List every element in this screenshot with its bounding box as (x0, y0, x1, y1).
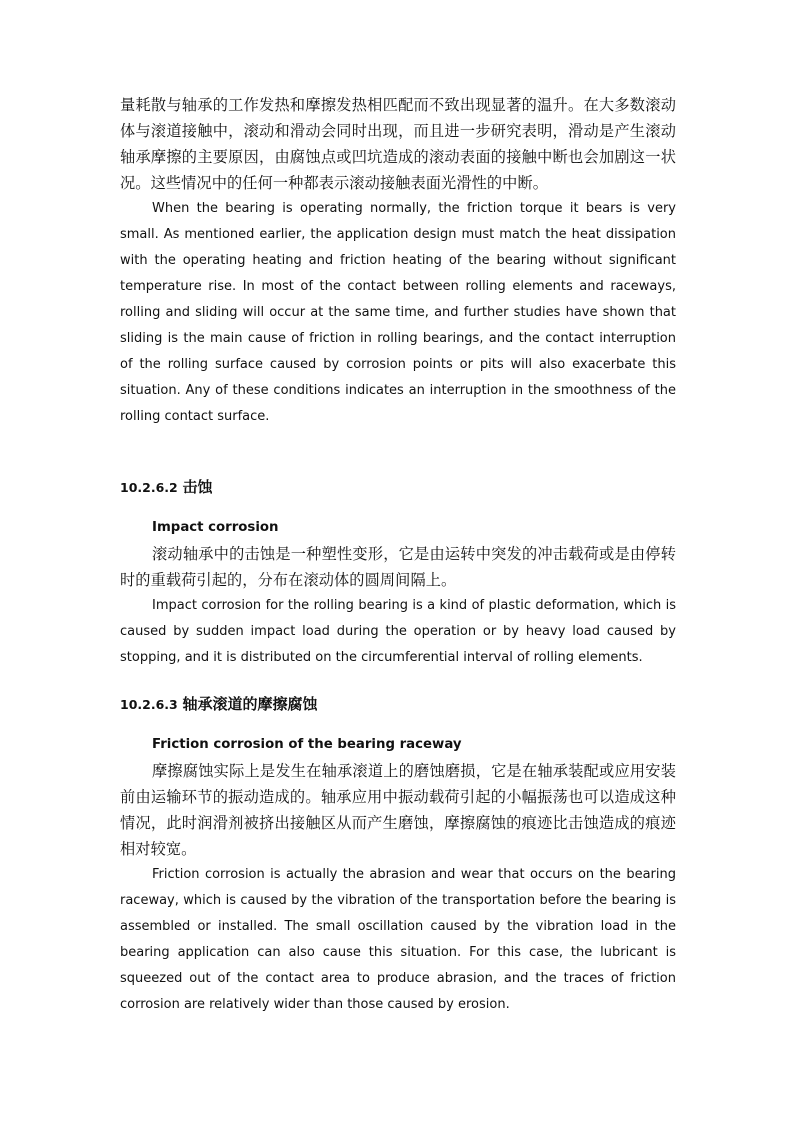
paragraph-en-impact: Impact corrosion for the rolling bearing is a kind of plastic deformation, which is caused by sudden impact load during the operation or by heavy load caused by stopping, and it is distributed on the circumferential interval of rolling elements. (120, 598, 676, 665)
section-number: 10.2.6.2 (120, 480, 178, 495)
paragraph-en-friction-torque: When the bearing is operating normally, the friction torque it bears is very small. As mentioned earlier, the application design must match the heat dissipation with the operating heating and friction heating of the bearing without significant temperature rise. In most of the contact between rolling elements and raceways, rolling and sliding will occur at the same time, and further studies have shown that sliding is the main cause of friction in rolling bearings, and the contact interruption of the rolling surface caused by corrosion points or pits will also exacerbate this situation. Any of these conditions indicates an interruption in the smoothness of the rolling contact surface. (120, 201, 676, 424)
document-page (120, 92, 676, 1018)
section-heading-impact (120, 474, 676, 501)
section-heading-friction (120, 691, 676, 718)
paragraph-en-friction: Friction corrosion is actually the abrasion and wear that occurs on the bearing raceway, which is caused by the vibration of the transportation before the bearing is assembled or installed. The small oscillation caused by the vibration load in the bearing application can also cause this situation. For this case, the lubricant is squeezed out of the contact area to produce abrasion, and the traces of friction corrosion are relatively wider than those caused by erosion. (120, 867, 676, 1012)
section-title: 轴承滚道的摩擦腐蚀 (182, 695, 318, 713)
paragraph-zh-impact: 滚动轴承中的击蚀是一种塑性变形，它是由运转中突发的冲击载荷或是由停转时的重载荷引起的，分布在滚动体的圆周间隔上。 (120, 545, 676, 589)
paragraph-zh-friction: 摩擦腐蚀实际上是发生在轴承滚道上的磨蚀磨损，它是在轴承装配或应用安装前由运输环节的振动造成的。轴承应用中振动载荷引起的小幅振荡也可以造成这种情况，此时润滑剂被挤出接触区从而产生磨蚀，摩擦腐蚀的痕迹比击蚀造成的痕迹相对较宽。 (120, 762, 676, 858)
paragraph-zh-continued: 量耗散与轴承的工作发热和摩擦发热相匹配而不致出现显著的温升。在大多数滚动体与滚道接触中，滚动和滑动会同时出现，而且进一步研究表明，滑动是产生滚动轴承摩擦的主要原因，由腐蚀点或凹坑造成的滚动表面的接触中断也会加剧这一状况。这些情况中的任何一种都表示滚动接触表面光滑性的中断。 (120, 96, 676, 192)
subtitle-friction-corrosion: Friction corrosion of the bearing raceway (152, 737, 462, 752)
subtitle-impact-corrosion: Impact corrosion (152, 520, 279, 535)
section-number: 10.2.6.3 (120, 697, 178, 712)
section-title: 击蚀 (182, 478, 213, 496)
